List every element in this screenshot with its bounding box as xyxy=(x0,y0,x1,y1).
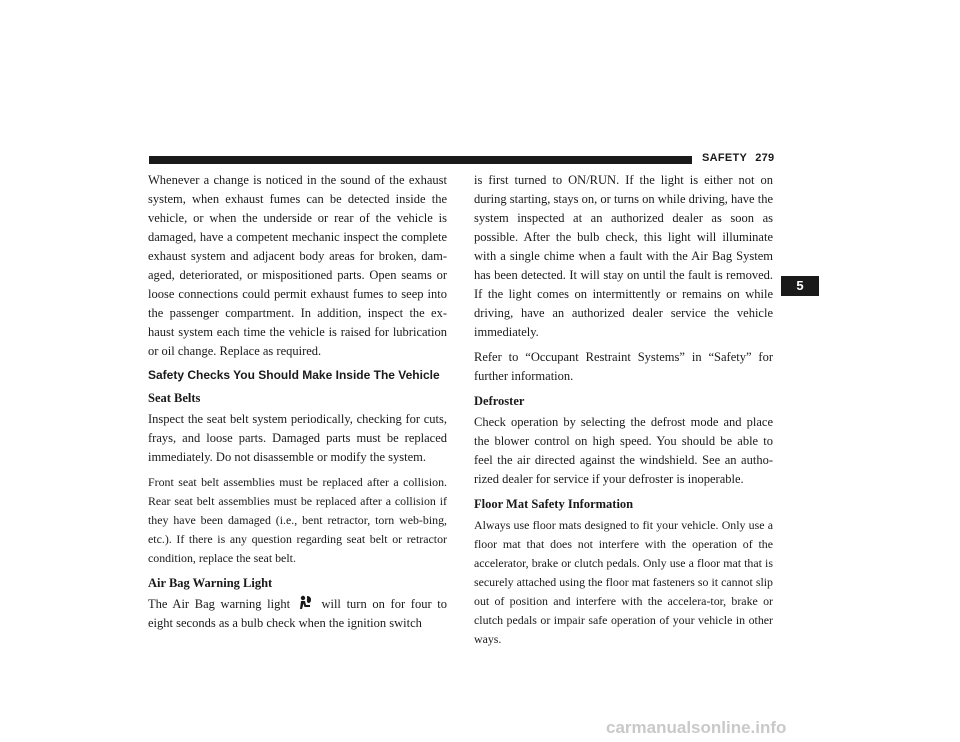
defroster-paragraph: Check operation by selecting the defrost mode and place the blower control on high speed. You should be able to feel the air directed against the windshield. See an autho-rized dealer for service if your defroster is inoperable. xyxy=(474,415,773,486)
airbag-text-a: The Air Bag warning light xyxy=(148,597,291,611)
floor-mat-paragraph: Always use floor mats designed to fit your vehicle. Only use a floor mat that does not interfere with the operation of the accelerator, brake or clutch pedals. Only use a floor mat that is securely attached using the floor mat fasteners so it cannot slip out of position and interfere with the accelera-tor, brake or clutch pedals or impair safe operation of your vehicle in other ways. xyxy=(474,518,773,646)
refer-paragraph: Refer to “Occupant Restraint Systems” in “Safety” for further information. xyxy=(474,350,773,383)
running-header xyxy=(702,152,774,164)
chapter-tab: 5 xyxy=(781,276,819,296)
right-column xyxy=(474,171,773,655)
exhaust-paragraph: Whenever a change is noticed in the sound of the exhaust system, when exhaust fumes can be detected inside the vehicle, or when the underside or rear of the vehicle is damaged, have a competent mechanic inspect the complete exhaust system and adjacent body areas for broken, dam-aged, deteriorated, or mispositioned parts. Open seams or loose connections could permit exhaust fumes to seep into the passenger compartment. In addition, inspect the ex-haust system each time the vehicle is raised for lubrication or oil change. Replace as required. xyxy=(148,173,447,358)
airbag-heading: Air Bag Warning Light xyxy=(148,576,273,590)
airbag-warning-icon xyxy=(298,595,314,610)
watermark: carmanualsonline.info xyxy=(606,718,787,737)
seat-belts-paragraph-2: Front seat belt assemblies must be replaced after a collision. Rear seat belt assemblies must be replaced after a collision if they have been damaged (i.e., bent retractor, torn web-bing, etc.). If there is any question regarding seat belt or retractor condition, replace the seat belt. xyxy=(148,475,447,565)
header-rule xyxy=(149,156,692,164)
page-number: 279 xyxy=(755,152,775,164)
airbag-text-b: will turn on for four to eight seconds as a bulb check when the ignition switch xyxy=(148,597,448,630)
airbag-paragraph xyxy=(148,595,447,633)
seat-belts-heading: Seat Belts xyxy=(148,391,201,405)
floor-mat-heading: Floor Mat Safety Information xyxy=(474,497,634,511)
section-title: SAFETY xyxy=(702,152,748,164)
airbag-continued-paragraph: is first turned to ON/RUN. If the light is either not on during starting, stays on, or turns on while driving, have the system inspected at an authorized dealer as soon as possible. After the bulb check, this light will illuminate with a single chime when a fault with the Air Bag System has been detected. It will stay on until the fault is removed. If the light comes on intermittently or remains on while driving, have an authorized dealer service the vehicle immediately. xyxy=(474,173,773,339)
seat-belts-paragraph-1: Inspect the seat belt system periodically, checking for cuts, frays, and loose parts. Damaged parts must be replaced immediately. Do not disassemble or modify the system. xyxy=(148,412,447,464)
safety-checks-heading: Safety Checks You Should Make Inside The Vehicle xyxy=(148,368,440,382)
defroster-heading: Defroster xyxy=(474,394,525,408)
left-column xyxy=(148,171,447,639)
